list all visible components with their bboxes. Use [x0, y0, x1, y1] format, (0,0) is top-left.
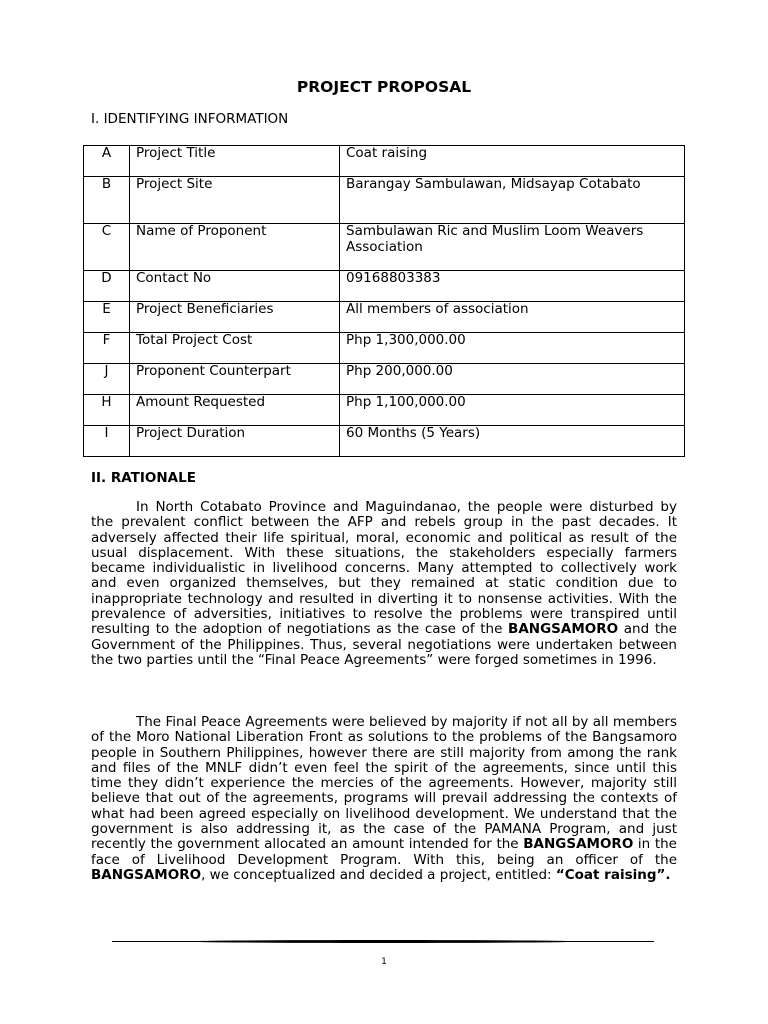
table-cell-field: Proponent Counterpart [130, 364, 340, 395]
table-cell-letter: C [84, 224, 130, 271]
table-cell-value: Barangay Sambulawan, Midsayap Cotabato [340, 177, 685, 224]
table-cell-field: Project Beneficiaries [130, 302, 340, 333]
table-cell-letter: H [84, 395, 130, 426]
rationale-paragraph-1 [91, 500, 677, 668]
table-cell-letter: I [84, 426, 130, 457]
table-cell-field: Amount Requested [130, 395, 340, 426]
table-cell-field: Project Site [130, 177, 340, 224]
page-number: 1 [381, 957, 387, 967]
table-cell-value: Php 200,000.00 [340, 364, 685, 395]
section-heading-identifying-information: I. IDENTIFYING INFORMATION [91, 111, 289, 127]
footer-divider-accent [188, 940, 578, 943]
rationale-paragraph-2 [91, 715, 677, 883]
table-row [84, 146, 685, 177]
table-row [84, 224, 685, 271]
table-cell-field: Total Project Cost [130, 333, 340, 364]
rationale-p1-text-a: In North Cotabato Province and Maguindanao, the people were disturbed by the prevalent conflict between the AFP and rebels group in the past decades. It adversely affected their life spiritual, moral, economic and political as result of the usual displacement. With these situations, the stakeholders especially farmers became individualistic in livelihood concerns. Many attempted to collectively work and even organized themselves, but they remained at static condition due to inappropriate technology and resulted in diverting it to nonsense activities. With the prevalence of adversities, initiatives to resolve the problems were transpired until resulting to the adoption of negotiations as the case of the [91, 499, 677, 638]
table-cell-letter: B [84, 177, 130, 224]
table-row [84, 271, 685, 302]
rationale-p2-text-b: in the face of Livelihood Development Program. With this, being an officer of the [91, 836, 677, 868]
table-cell-letter: J [84, 364, 130, 395]
table-cell-value: All members of association [340, 302, 685, 333]
table-cell-field: Project Title [130, 146, 340, 177]
table-row [84, 426, 685, 457]
table-cell-letter: A [84, 146, 130, 177]
table-row [84, 333, 685, 364]
table-cell-value: Php 1,300,000.00 [340, 333, 685, 364]
table-cell-value: 09168803383 [340, 271, 685, 302]
table-cell-value: Sambulawan Ric and Muslim Loom Weavers Association [340, 224, 685, 271]
table-cell-letter: D [84, 271, 130, 302]
table-cell-value: 60 Months (5 Years) [340, 426, 685, 457]
rationale-p2-bold-2: BANGSAMORO [91, 866, 202, 883]
table-cell-field: Project Duration [130, 426, 340, 457]
table-row [84, 302, 685, 333]
page-title: PROJECT PROPOSAL [296, 78, 472, 96]
table-row [84, 395, 685, 426]
rationale-p2-bold-3: “Coat raising”. [555, 866, 671, 883]
section-heading-rationale: II. RATIONALE [91, 470, 196, 486]
rationale-p2-text-c: , we conceptualized and decided a project, entitled: [201, 866, 552, 883]
rationale-p1-bold: BANGSAMORO [508, 621, 619, 638]
table-cell-value: Coat raising [340, 146, 685, 177]
identifying-information-table [83, 145, 685, 457]
table-cell-field: Name of Proponent [130, 224, 340, 271]
info-table-body [84, 146, 685, 457]
rationale-p1-text-b: and the Government of the Philippines. Thus, several negotiations were undertaken between the two parties until the “Final Peace Agreements” were forged sometimes in 1996. [91, 621, 677, 668]
table-cell-letter: E [84, 302, 130, 333]
table-cell-field: Contact No [130, 271, 340, 302]
table-cell-value: Php 1,100,000.00 [340, 395, 685, 426]
rationale-p2-text-a: The Final Peace Agreements were believed by majority if not all by all members of the Moro National Liberation Front as solutions to the problems of the Bangsamoro people in Southern Philippines, however there are still majority from among the rank and files of the MNLF didn’t even feel the spirit of the agreements, since until this time they didn’t experience the mercies of the agreements. However, majority still believe that out of the agreements, programs will prevail addressing the contexts of what had been agreed especially on livelihood development. We understand that the government is also addressing it, as the case of the PAMANA Program, and just recently the government allocated an amount intended for the [91, 714, 677, 853]
rationale-p2-bold-1: BANGSAMORO [523, 836, 634, 853]
table-row [84, 177, 685, 224]
table-row [84, 364, 685, 395]
table-cell-letter: F [84, 333, 130, 364]
